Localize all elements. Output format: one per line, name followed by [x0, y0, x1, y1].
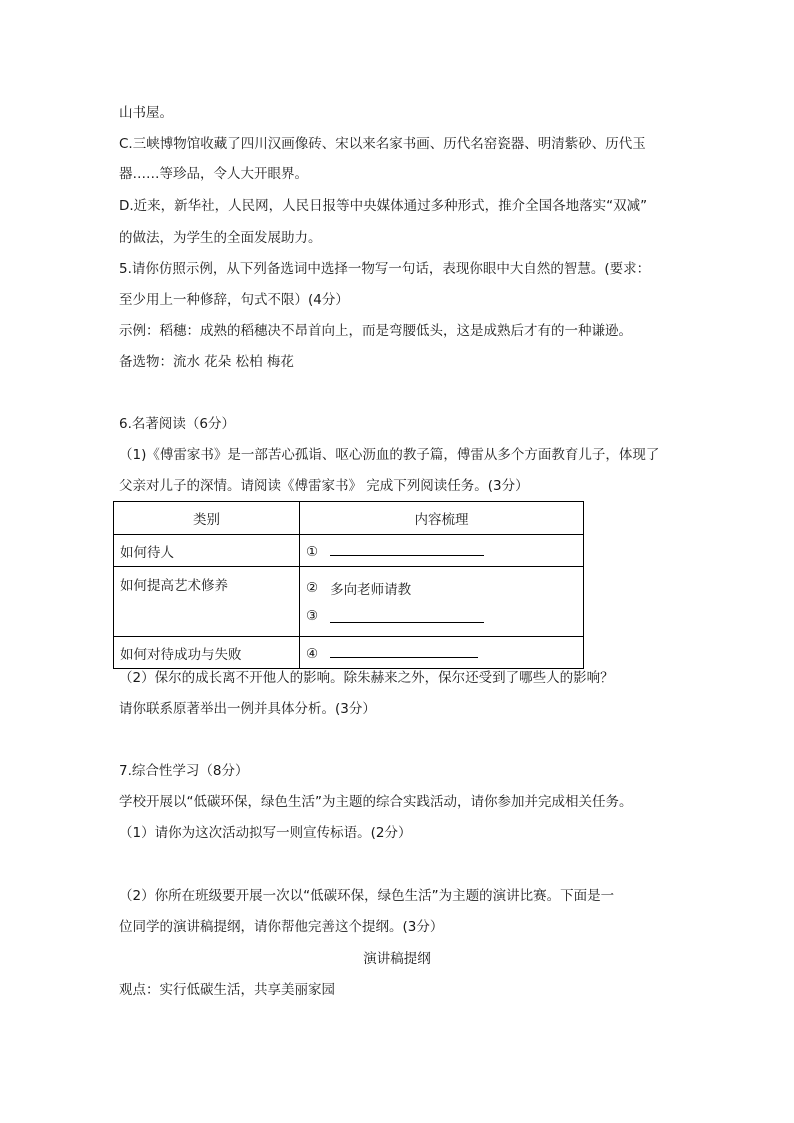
- candidate-words-line: 备选物：流水 花朵 松柏 梅花: [119, 354, 294, 370]
- question-7-title: 7.综合性学习（8分）: [119, 763, 249, 779]
- item-number: ①: [306, 544, 319, 560]
- item-number: ④: [306, 646, 319, 662]
- outline-title: 演讲稿提纲: [363, 951, 431, 967]
- option-d-line-1: D.近来，新华社，人民网，人民日报等中央媒体通过多种形式，推介全国各地落实“双减”: [119, 198, 648, 214]
- option-c-line-1: C.三峡博物馆收藏了四川汉画像砖、宋以来名家书画、历代名窑瓷器、明清紫砂、历代玉: [119, 136, 646, 152]
- table-cell-content: [300, 567, 584, 637]
- question-7-1: （1）请你为这次活动拟写一则宣传标语。(2分）: [119, 825, 412, 841]
- option-d-line-2: 的做法，为学生的全面发展助力。: [119, 230, 322, 246]
- option-c-line-2: 器……等珍品，令人大开眼界。: [119, 166, 308, 182]
- table-header-row: [114, 502, 584, 535]
- question-7-2-line-2: 位同学的演讲稿提纲，请你帮他完善这个提纲。(3分）: [119, 919, 444, 935]
- question-6-2-line-1: （2）保尔的成长离不开他人的影响。除朱赫来之外，保尔还受到了哪些人的影响？: [119, 670, 614, 686]
- question-5-line-2: 至少用上一种修辞，句式不限）(4分）: [119, 292, 349, 308]
- example-line: 示例：稻穗：成熟的稻穗决不昂首向上，而是弯腰低头，这是成熟后才有的一种谦逊。: [119, 323, 632, 339]
- table-header-category: 类别: [114, 502, 300, 535]
- table-header-content: 内容梳理: [300, 502, 584, 535]
- question-7-intro: 学校开展以“低碳环保，绿色生活”为主题的综合实践活动，请你参加并完成相关任务。: [119, 794, 633, 810]
- answer-blank-4[interactable]: [330, 643, 478, 658]
- outline-viewpoint: 观点：实行低碳生活，共享美丽家园: [119, 982, 335, 998]
- question-6-title: 6.名著阅读（6分）: [119, 416, 235, 432]
- table-cell-category: 如何提高艺术修养: [114, 567, 300, 637]
- text-line: 山书屋。: [119, 105, 173, 121]
- question-6-1-line-2: 父亲对儿子的深情。请阅读《傅雷家书》 完成下列阅读任务。(3分）: [119, 478, 529, 494]
- table-cell-category: 如何对待成功与失败: [114, 637, 300, 669]
- item-number: ②: [306, 579, 319, 596]
- answer-blank-1[interactable]: [330, 541, 484, 556]
- table-row: [114, 637, 584, 669]
- answer-blank-3[interactable]: [330, 608, 484, 623]
- question-6-2-line-2: 请你联系原著举出一例并具体分析。(3分）: [119, 701, 376, 717]
- table-cell-category: 如何待人: [114, 535, 300, 567]
- item-text: 多向老师请教: [330, 581, 412, 598]
- question-7-2-line-1: （2）你所在班级要开展一次以“低碳环保，绿色生活”为主题的演讲比赛。下面是一: [119, 888, 615, 904]
- table-row: [114, 567, 584, 637]
- question-5-line-1: 5.请你仿照示例，从下列备选词中选择一物写一句话，表现你眼中大自然的智慧。(要求：: [119, 261, 651, 277]
- reading-task-table: [113, 501, 584, 669]
- table-cell-content: [300, 535, 584, 567]
- table-cell-content: [300, 637, 584, 669]
- question-6-1-line-1: （1)《傅雷家书》是一部苦心孤诣、呕心沥血的教子篇，傅雷从多个方面教育儿子，体现了: [119, 447, 660, 463]
- item-number: ③: [306, 607, 319, 624]
- table-row: [114, 535, 584, 567]
